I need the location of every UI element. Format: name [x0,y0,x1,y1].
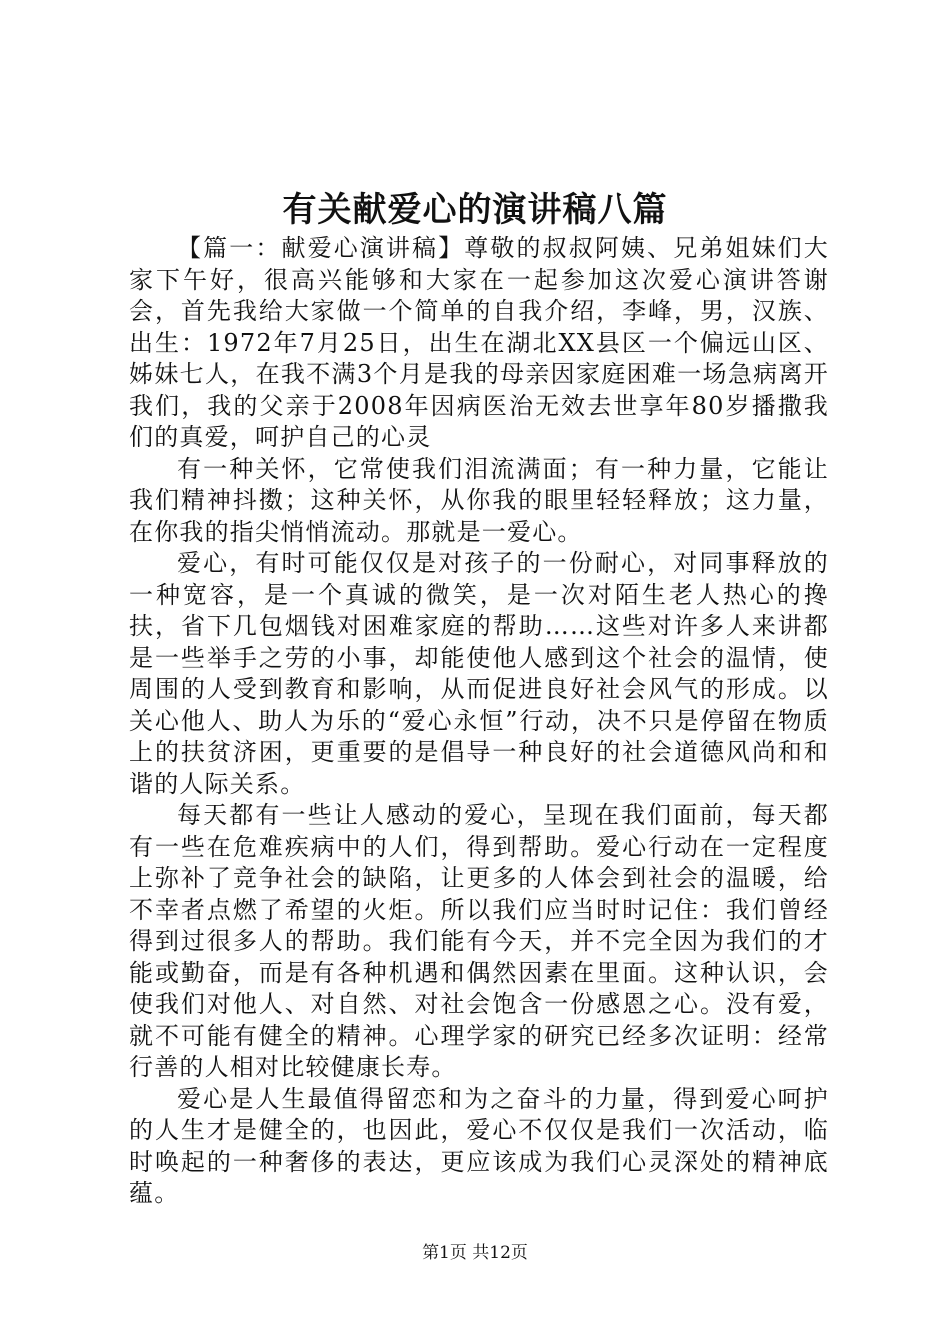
page-footer: 第1页 共12页 [422,1243,528,1263]
paragraph-5: 爱心是人生最值得留恋和为之奋斗的力量，得到爱心呵护的人生才是健全的，也因此，爱心不仅仅是我们一次活动，临时唤起的一种奢侈的表达，更应该成为我们心灵深处的精神底蕴。 [129,1084,829,1207]
paragraph-4: 每天都有一些让人感动的爱心，呈现在我们面前，每天都有一些在危难疾病中的人们，得到帮助。爱心行动在一定程度上弥补了竞争社会的缺陷，让更多的人体会到社会的温暖，给不幸者点燃了希望的火炬。所以我们应当时时记住：我们曾经得到过很多人的帮助。我们能有今天，并不完全因为我们的才能或勤奋，而是有各种机遇和偶然因素在里面。这种认识，会使我们对他人、对自然、对社会饱含一份感恩之心。没有爱，就不可能有健全的精神。心理学家的研究已经多次证明：经常行善的人相对比较健康长寿。 [129,801,829,1081]
paragraph-2: 有一种关怀，它常使我们泪流满面；有一种力量，它能让我们精神抖擞；这种关怀，从你我的眼里轻轻释放；这力量，在你我的指尖悄悄流动。那就是一爱心。 [129,454,829,546]
document-body [129,233,829,1210]
document-title: 有关献爱心的演讲稿八篇 [282,190,668,230]
paragraph-1: 【篇一：献爱心演讲稿】尊敬的叔叔阿姨、兄弟姐妹们大家下午好，很高兴能够和大家在一起参加这次爱心演讲答谢会，首先我给大家做一个简单的自我介绍，李峰，男，汉族、出生：1972年7月25日，出生在湖北XX县区一个偏远山区、姊妹七人，在我不满3个月是我的母亲因家庭困难一场急病离开我们，我的父亲于2008年因病医治无效去世享年80岁播撒我们的真爱，呵护自己的心灵 [129,234,829,451]
paragraph-3: 爱心，有时可能仅仅是对孩子的一份耐心，对同事释放的一种宽容，是一个真诚的微笑，是一次对陌生老人热心的搀扶，省下几包烟钱对困难家庭的帮助……这些对许多人来讲都是一些举手之劳的小事，却能使他人感到这个社会的温情，使周围的人受到教育和影响，从而促进良好社会风气的形成。以关心他人、助人为乐的“爱心永恒”行动，决不只是停留在物质上的扶贫济困，更重要的是倡导一种良好的社会道德风尚和和谐的人际关系。 [129,549,829,798]
